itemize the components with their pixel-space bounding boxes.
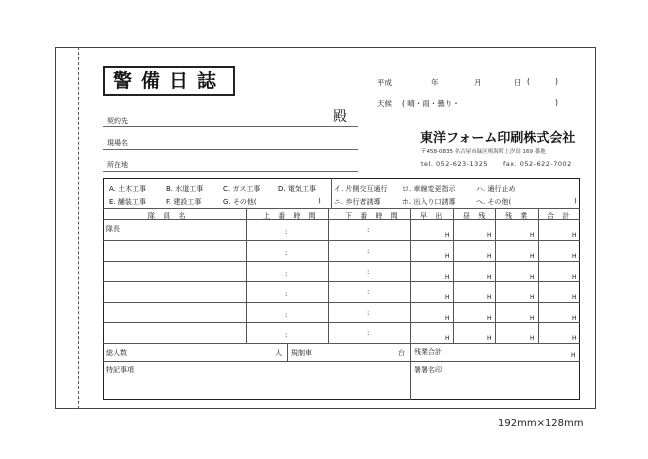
worktype-d: D. 電気工事 [278,185,316,193]
site-label: 現場名 [107,139,128,147]
early-unit: H [445,274,450,281]
guard-ro: ロ. 車線変更指示 [402,185,456,193]
overtime-unit: H [530,232,535,239]
guard-ho: ホ. 出入り口誘導 [402,198,456,206]
site-underline [103,149,358,150]
off-time-colon: : [367,309,370,317]
header-on-time: 上 番 時 間 [263,212,319,220]
midday-unit: H [487,315,492,322]
total-unit: H [572,294,577,301]
header-off-time: 下 番 時 間 [345,212,401,220]
early-unit: H [445,232,450,239]
signature-label: 署署名印 [414,366,442,374]
date-paren-open: ( [527,77,530,86]
worktype-e: E. 舗装工事 [109,198,146,206]
vehicle-unit: 台 [398,349,405,357]
on-time-colon: : [285,249,288,257]
midday-unit: H [487,232,492,239]
company-address: 〒458-0835 名古屋市緑区鳴海町上汐田 169 番地 [421,149,546,155]
company-name: 東洋フォーム印刷株式会社 [420,131,576,146]
header-early: 早 出 [420,212,446,220]
header-total: 合 計 [547,212,573,220]
overtime-unit: H [530,335,535,342]
header-name: 隊 員 名 [148,212,189,220]
worktype-g: G. その他( [223,198,257,206]
off-time-colon: : [367,247,370,255]
weather-paren-close: ) [555,98,558,107]
guard-i: イ. 片側交互通行 [334,185,388,193]
midday-unit: H [487,274,492,281]
vline-on-time [328,208,329,343]
hline-row2 [103,261,580,262]
date-day: 日 [514,78,522,87]
worktype-b: B. 水道工事 [166,185,204,193]
perforation-line [78,47,79,409]
overtime-total-label: 残業合計 [414,348,442,356]
date-year: 年 [431,78,439,87]
person-unit: 人 [275,349,282,357]
early-unit: H [445,335,450,342]
company-fax: fax. 052-622-7002 [503,160,572,168]
overtime-unit: H [530,253,535,260]
total-unit: H [572,315,577,322]
on-time-colon: : [285,311,288,319]
off-time-colon: : [367,329,370,337]
guard-he-close: ) [574,197,577,205]
vline-overtime [538,208,539,343]
on-time-colon: : [285,290,288,298]
header-overtime: 残 業 [505,212,531,220]
honorific: 殿 [333,109,347,125]
date-paren-close: ) [555,77,558,86]
on-time-colon: : [285,270,288,278]
early-unit: H [445,253,450,260]
vline-name [246,208,247,343]
overtime-total-unit: H [571,352,576,359]
on-time-colon: : [285,331,288,339]
overtime-unit: H [530,315,535,322]
date-month: 月 [474,78,482,87]
vline-early [453,208,454,343]
total-unit: H [572,253,577,260]
weather-label: 天候 [377,99,392,108]
early-unit: H [445,294,450,301]
size-caption: 192mm×128mm [498,418,584,429]
overtime-unit: H [530,294,535,301]
hline-row4 [103,302,580,303]
guard-ni: ニ. 歩行者誘導 [334,198,381,206]
hline-row5 [103,322,580,323]
off-time-colon: : [367,268,370,276]
total-staff-label: 総人数 [106,349,127,357]
weather-options: ( 晴・雨・曇り・ [402,99,460,108]
location-underline [103,171,358,172]
midday-unit: H [487,294,492,301]
location-label: 所在地 [107,161,128,169]
off-time-colon: : [367,288,370,296]
vehicle-label: 規制車 [291,349,312,357]
on-time-colon: : [285,228,288,236]
guard-he: へ. その他( [476,198,512,206]
hline-row1 [103,240,580,241]
vline-staff-vehicle [287,343,288,361]
off-time-colon: : [367,226,370,234]
worktype-c: C. ガス工事 [223,185,261,193]
contract-label: 契約先 [107,117,128,125]
early-unit: H [445,315,450,322]
vline-off-time [410,208,411,400]
total-unit: H [572,232,577,239]
hline-row3 [103,281,580,282]
worktype-a: A. 土木工事 [109,185,147,193]
total-unit: H [572,335,577,342]
contract-underline [103,126,358,127]
vline-midday [495,208,496,343]
hline-header-top [103,208,580,209]
midday-unit: H [487,253,492,260]
hline-totals [103,361,580,362]
date-era: 平成 [377,78,392,87]
guard-ha: ハ. 通行止め [476,185,516,193]
leader-label: 隊長 [106,225,120,233]
header-midday: 昼 残 [463,212,489,220]
hline-row6 [103,343,580,344]
midday-unit: H [487,335,492,342]
form-title: 警備日誌 [103,66,235,96]
special-notes-label: 特記事項 [106,366,134,374]
worktype-g-close: ) [318,197,321,205]
company-tel: tel. 052-623-1325 [421,160,489,168]
vline-worktype [331,178,332,209]
worktype-f: F. 建設工事 [166,198,202,206]
overtime-unit: H [530,274,535,281]
total-unit: H [572,274,577,281]
